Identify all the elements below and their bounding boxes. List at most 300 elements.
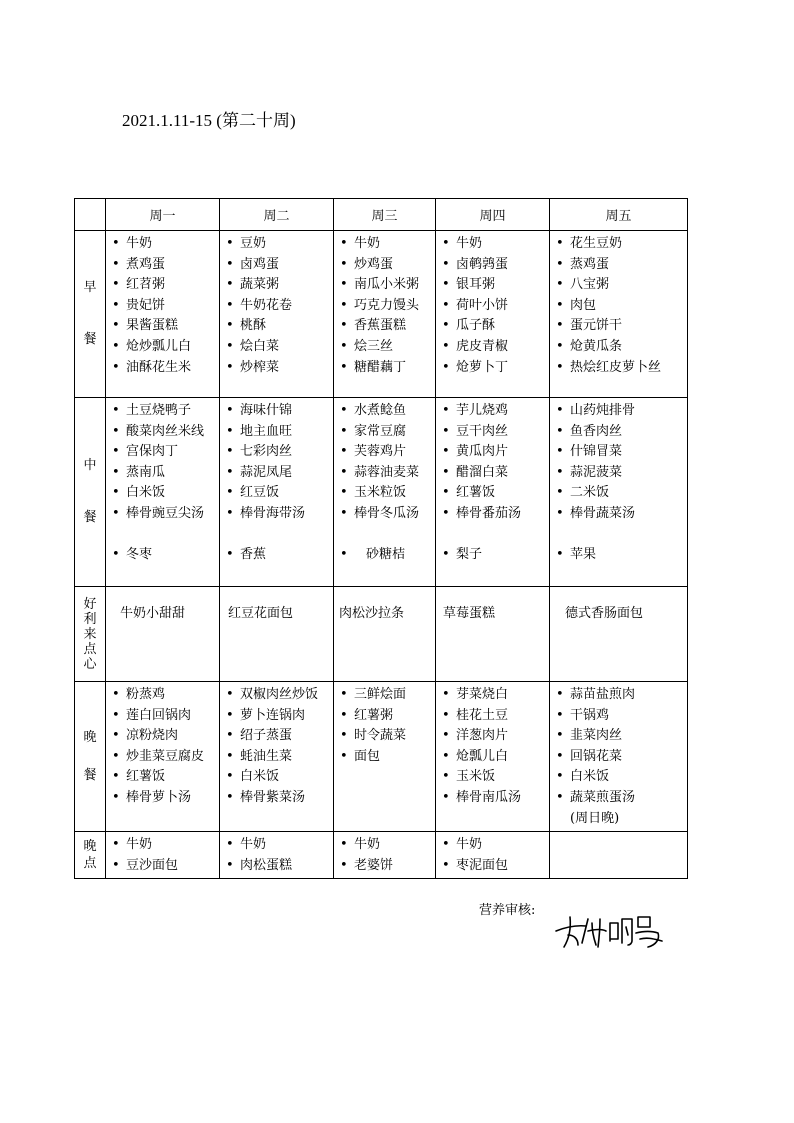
menu-item-text: 蒜苗盐煎肉 — [570, 687, 636, 702]
menu-item — [442, 463, 549, 484]
bullet-icon: • — [340, 857, 348, 873]
menu-item — [226, 296, 333, 317]
menu-item-text: 棒骨豌豆尖汤 — [126, 505, 205, 521]
bullet-icon: • — [442, 505, 450, 521]
menu-item — [442, 422, 549, 443]
bullet-icon: • — [340, 707, 348, 723]
menu-item-text: 山药炖排骨 — [570, 403, 636, 418]
menu-item — [112, 856, 219, 877]
bullet-icon: • — [112, 769, 120, 785]
menu-item-text: 卤鸡蛋 — [240, 256, 280, 272]
menu-item-text: 地主血旺 — [240, 423, 293, 439]
menu-item — [340, 504, 435, 525]
menu-item-text: 南瓜小米粥 — [354, 277, 420, 293]
bullet-icon: • — [112, 505, 120, 521]
fruit-item: • 冬枣 — [112, 545, 219, 566]
menu-item — [226, 442, 333, 463]
snack-cell: 草莓蛋糕 — [436, 587, 550, 682]
night-snack-label: 晚 点 — [75, 832, 106, 879]
night-snack-row — [75, 832, 688, 879]
bullet-icon: • — [226, 256, 234, 272]
bullet-icon: • — [226, 728, 234, 744]
bullet-icon: • — [340, 403, 348, 418]
menu-item-text: 棒骨蔬菜汤 — [570, 505, 636, 521]
breakfast-cell — [334, 231, 436, 398]
bullet-icon: • — [340, 423, 348, 439]
day-header: 周一 — [106, 199, 220, 231]
menu-item — [556, 255, 687, 276]
bullet-icon: • — [226, 837, 234, 852]
bullet-icon: • — [112, 338, 120, 354]
menu-item-text: 七彩肉丝 — [240, 444, 293, 460]
breakfast-cell — [550, 231, 688, 398]
lunch-cell — [550, 398, 688, 587]
menu-item-text: 老婆饼 — [354, 857, 394, 873]
bullet-icon: • — [556, 687, 564, 702]
menu-item — [442, 483, 549, 504]
menu-item-text: 鱼香肉丝 — [570, 423, 623, 439]
menu-item — [556, 296, 687, 317]
menu-item-text: 糖醋藕丁 — [354, 359, 407, 375]
menu-item-text: 蒸鸡蛋 — [570, 256, 610, 272]
menu-item — [226, 422, 333, 443]
fruit-item: • 砂糖桔 — [340, 545, 435, 566]
menu-item-text: 牛奶花卷 — [240, 297, 293, 313]
bullet-icon: • — [340, 297, 348, 313]
menu-item-text: 蔬菜粥 — [240, 277, 280, 293]
menu-item — [442, 337, 549, 358]
night-snack-cell — [334, 832, 436, 879]
menu-item — [442, 401, 549, 422]
menu-item — [556, 401, 687, 422]
menu-item-text: 热烩红皮萝卜丝 — [570, 359, 662, 375]
menu-item-text: 棒骨南瓜汤 — [456, 789, 522, 805]
menu-item — [442, 835, 549, 856]
bullet-icon: • — [340, 505, 348, 521]
bullet-icon: • — [340, 485, 348, 501]
bullet-icon: • — [442, 748, 450, 764]
bullet-icon: • — [112, 728, 120, 744]
menu-item — [340, 706, 435, 727]
menu-item — [112, 483, 219, 504]
bullet-icon: • — [556, 423, 564, 439]
bullet-icon: • — [112, 256, 120, 272]
menu-item-text: 蚝油生菜 — [240, 748, 293, 764]
fruit-item: • 苹果 — [556, 545, 687, 566]
menu-item-text: 果酱蛋糕 — [126, 318, 179, 334]
bullet-icon: • — [226, 423, 234, 439]
menu-item — [556, 767, 687, 788]
bullet-icon: • — [340, 256, 348, 272]
bullet-icon: • — [112, 403, 120, 418]
breakfast-cell — [220, 231, 334, 398]
menu-item-text: 棒骨冬瓜汤 — [354, 505, 420, 521]
bullet-icon: • — [112, 857, 120, 873]
bullet-icon: • — [226, 547, 234, 563]
bullet-icon: • — [556, 464, 564, 480]
menu-item-text: 芽菜烧白 — [456, 687, 509, 702]
bullet-icon: • — [226, 297, 234, 313]
page-title: 2021.1.11-15 (第二十周) — [122, 111, 296, 130]
menu-item-text: 二米饭 — [570, 485, 610, 501]
menu-item — [556, 706, 687, 727]
menu-item — [340, 255, 435, 276]
bullet-icon: • — [112, 837, 120, 852]
menu-item — [340, 234, 435, 255]
day-header: 周四 — [436, 199, 550, 231]
menu-item-text: 红薯粥 — [354, 707, 394, 723]
menu-item-text: 蔬菜煎蛋汤 — [570, 789, 636, 805]
menu-item-text: 土豆烧鸭子 — [126, 403, 192, 418]
menu-item-text: 巧克力馒头 — [354, 297, 420, 313]
menu-item — [112, 255, 219, 276]
bullet-icon: • — [226, 403, 234, 418]
menu-item — [340, 401, 435, 422]
bullet-icon: • — [226, 464, 234, 480]
menu-item — [226, 463, 333, 484]
menu-item-text: 花生豆奶 — [570, 236, 623, 251]
menu-item-text: 牛奶 — [240, 837, 267, 852]
bullet-icon: • — [226, 277, 234, 293]
fruit-item: • 梨子 — [442, 545, 549, 566]
bullet-icon: • — [112, 318, 120, 334]
menu-item-text: 贵妃饼 — [126, 297, 166, 313]
bullet-icon: • — [340, 444, 348, 460]
menu-item — [442, 234, 549, 255]
menu-item — [442, 316, 549, 337]
lunch-label: 中 餐 — [75, 398, 106, 587]
night-snack-cell — [220, 832, 334, 879]
nutrition-review-label: 营养审核: — [479, 903, 536, 918]
breakfast-cell — [436, 231, 550, 398]
menu-item — [112, 685, 219, 706]
bullet-icon: • — [226, 857, 234, 873]
menu-item — [226, 747, 333, 768]
menu-item-text: 牛奶 — [126, 837, 153, 852]
menu-item — [226, 726, 333, 747]
day-header: 周五 — [550, 199, 688, 231]
menu-item — [340, 422, 435, 443]
bullet-icon: • — [112, 464, 120, 480]
bullet-icon: • — [442, 485, 450, 501]
bullet-icon: • — [442, 297, 450, 313]
menu-item — [340, 856, 435, 877]
night-snack-cell — [436, 832, 550, 879]
menu-item-text: 棒骨番茄汤 — [456, 505, 522, 521]
menu-item-text: 芋儿烧鸡 — [456, 403, 509, 418]
bullet-icon: • — [556, 728, 564, 744]
menu-item-text: 红苕粥 — [126, 277, 166, 293]
menu-item-text: 棒骨萝卜汤 — [126, 789, 192, 805]
menu-item — [226, 255, 333, 276]
menu-item — [556, 442, 687, 463]
bullet-icon: • — [442, 423, 450, 439]
menu-item — [112, 835, 219, 856]
menu-item-text: 醋溜白菜 — [456, 464, 509, 480]
bullet-icon: • — [556, 256, 564, 272]
dinner-cell — [334, 682, 436, 832]
snack-label: 好 利 来 点 心 — [75, 587, 106, 682]
menu-item — [112, 422, 219, 443]
night-snack-cell — [550, 832, 688, 879]
bullet-icon: • — [226, 789, 234, 805]
bullet-icon: • — [340, 464, 348, 480]
menu-item — [226, 504, 333, 525]
breakfast-label: 早 餐 — [75, 231, 106, 398]
bullet-icon: • — [556, 444, 564, 460]
menu-item-text: 莲白回锅肉 — [126, 707, 192, 723]
menu-item — [340, 747, 435, 768]
menu-item — [556, 316, 687, 337]
menu-item-text: 粉蒸鸡 — [126, 687, 166, 702]
menu-item — [442, 296, 549, 317]
menu-item — [556, 337, 687, 358]
menu-item — [226, 275, 333, 296]
menu-item — [112, 788, 219, 809]
menu-item-text: 八宝粥 — [570, 277, 610, 293]
bullet-icon: • — [112, 444, 120, 460]
bullet-icon: • — [226, 444, 234, 460]
dinner-label: 晚 餐 — [75, 682, 106, 832]
bullet-icon: • — [442, 444, 450, 460]
bullet-icon: • — [340, 338, 348, 354]
bullet-icon: • — [226, 338, 234, 354]
menu-item-text: 虎皮青椒 — [456, 338, 509, 354]
menu-item-text: 水煮鲶鱼 — [354, 403, 407, 418]
menu-item — [226, 767, 333, 788]
menu-item-text: 玉米饭 — [456, 769, 496, 785]
menu-item-text: 烩白菜 — [240, 338, 280, 354]
menu-item — [112, 726, 219, 747]
menu-item-text: 桂花土豆 — [456, 707, 509, 723]
menu-item-text: 烩三丝 — [354, 338, 394, 354]
day-header: 周二 — [220, 199, 334, 231]
lunch-row — [75, 398, 688, 587]
handwritten-signature — [552, 905, 668, 953]
menu-item — [340, 835, 435, 856]
bullet-icon: • — [112, 236, 120, 251]
spacer — [226, 525, 333, 546]
bullet-icon: • — [442, 837, 450, 852]
lunch-cell — [220, 398, 334, 587]
bullet-icon: • — [442, 318, 450, 334]
menu-item-text: 豆干肉丝 — [456, 423, 509, 439]
menu-item — [340, 463, 435, 484]
menu-item — [556, 504, 687, 525]
bullet-icon: • — [556, 338, 564, 354]
bullet-icon: • — [226, 769, 234, 785]
bullet-icon: • — [112, 423, 120, 439]
menu-item-text: 棒骨海带汤 — [240, 505, 306, 521]
menu-item — [112, 316, 219, 337]
menu-item — [112, 296, 219, 317]
menu-item — [340, 358, 435, 379]
menu-item — [112, 275, 219, 296]
lunch-cell — [436, 398, 550, 587]
menu-item-text: 炒鸡蛋 — [354, 256, 394, 272]
menu-item — [556, 747, 687, 768]
menu-item — [112, 747, 219, 768]
bullet-icon: • — [556, 359, 564, 375]
menu-table — [74, 198, 688, 879]
bullet-icon: • — [442, 359, 450, 375]
menu-item — [556, 726, 687, 747]
bullet-icon: • — [556, 748, 564, 764]
menu-item — [442, 442, 549, 463]
menu-item-text: 蒜泥凤尾 — [240, 464, 293, 480]
menu-item-text: 炝黄瓜条 — [570, 338, 623, 354]
menu-item-text: 家常豆腐 — [354, 423, 407, 439]
bullet-icon: • — [112, 485, 120, 501]
menu-item-text: 炝萝卜丁 — [456, 359, 509, 375]
spacer — [340, 525, 435, 546]
menu-item — [112, 706, 219, 727]
menu-item — [556, 234, 687, 255]
dinner-row — [75, 682, 688, 832]
menu-item — [556, 685, 687, 706]
snack-row — [75, 587, 688, 682]
menu-item — [226, 685, 333, 706]
menu-item — [340, 337, 435, 358]
bullet-icon: • — [226, 707, 234, 723]
menu-item-text: 枣泥面包 — [456, 857, 509, 873]
menu-item-text: 面包 — [354, 748, 381, 764]
bullet-icon: • — [442, 769, 450, 785]
menu-item — [112, 463, 219, 484]
bullet-icon: • — [556, 236, 564, 251]
menu-item-text: 玉米粒饭 — [354, 485, 407, 501]
bullet-icon: • — [556, 485, 564, 501]
menu-item-text: 红薯饭 — [126, 769, 166, 785]
menu-item — [442, 685, 549, 706]
menu-item-text: 红豆饭 — [240, 485, 280, 501]
menu-item-text: 韭菜肉丝 — [570, 728, 623, 744]
bullet-icon: • — [340, 318, 348, 334]
menu-item-text: 银耳粥 — [456, 277, 496, 293]
bullet-icon: • — [442, 789, 450, 805]
menu-item-text: 桃酥 — [240, 318, 267, 334]
menu-item-text: 白米饭 — [126, 485, 166, 501]
menu-item-text: 绍子蒸蛋 — [240, 728, 293, 744]
menu-item — [340, 316, 435, 337]
menu-item — [442, 358, 549, 379]
bullet-icon: • — [226, 748, 234, 764]
menu-item-text: 牛奶 — [126, 236, 153, 251]
menu-item-text: 荷叶小饼 — [456, 297, 509, 313]
bullet-icon: • — [556, 707, 564, 723]
menu-item-text: 芙蓉鸡片 — [354, 444, 407, 460]
bullet-icon: • — [556, 769, 564, 785]
menu-item — [340, 726, 435, 747]
menu-item — [442, 706, 549, 727]
bullet-icon: • — [226, 485, 234, 501]
menu-item-text: 干锅鸡 — [570, 707, 610, 723]
bullet-icon: • — [340, 748, 348, 764]
menu-item — [226, 358, 333, 379]
menu-item-text: 炝瓢儿白 — [456, 748, 509, 764]
menu-item-text: 回锅花菜 — [570, 748, 623, 764]
menu-item — [226, 234, 333, 255]
menu-item — [226, 788, 333, 809]
menu-item-text: 蒜蓉油麦菜 — [354, 464, 420, 480]
bullet-icon: • — [226, 318, 234, 334]
menu-item-text: 肉包 — [570, 297, 597, 313]
menu-item-text: 瓜子酥 — [456, 318, 496, 334]
menu-item — [442, 504, 549, 525]
bullet-icon: • — [556, 318, 564, 334]
dinner-cell — [106, 682, 220, 832]
bullet-icon: • — [442, 277, 450, 293]
menu-item-text: 蒜泥菠菜 — [570, 464, 623, 480]
snack-cell: 红豆花面包 — [220, 587, 334, 682]
menu-item — [556, 422, 687, 443]
bullet-icon: • — [112, 748, 120, 764]
menu-item — [112, 337, 219, 358]
menu-item-text: 白米饭 — [570, 769, 610, 785]
bullet-icon: • — [556, 505, 564, 521]
menu-item-text: 豆奶 — [240, 236, 267, 251]
bullet-icon: • — [442, 707, 450, 723]
bullet-icon: • — [442, 728, 450, 744]
bullet-icon: • — [112, 687, 120, 702]
bullet-icon: • — [226, 505, 234, 521]
bullet-icon: • — [340, 687, 348, 702]
menu-item-text: 海味什锦 — [240, 403, 293, 418]
bullet-icon: • — [442, 687, 450, 702]
bullet-icon: • — [112, 297, 120, 313]
menu-item — [442, 726, 549, 747]
menu-item — [340, 275, 435, 296]
menu-item — [340, 442, 435, 463]
bullet-icon: • — [226, 236, 234, 251]
snack-cell: 德式香肠面包 — [550, 587, 688, 682]
bullet-icon: • — [442, 403, 450, 418]
snack-cell: 牛奶小甜甜 — [106, 587, 220, 682]
menu-item — [556, 483, 687, 504]
menu-item — [112, 401, 219, 422]
spacer — [112, 525, 219, 546]
menu-item-text: 萝卜连锅肉 — [240, 707, 306, 723]
fruit-item: • 香蕉 — [226, 545, 333, 566]
bullet-icon: • — [112, 277, 120, 293]
menu-item-text: 油酥花生米 — [126, 359, 192, 375]
dinner-cell — [550, 682, 688, 832]
menu-item — [226, 483, 333, 504]
night-snack-cell — [106, 832, 220, 879]
menu-item — [112, 442, 219, 463]
bullet-icon: • — [556, 403, 564, 418]
menu-item-text: 宫保肉丁 — [126, 444, 179, 460]
menu-item — [226, 337, 333, 358]
lunch-cell — [334, 398, 436, 587]
menu-item — [112, 234, 219, 255]
menu-item-text: 双椒肉丝炒饭 — [240, 687, 319, 702]
menu-item — [226, 401, 333, 422]
lunch-cell — [106, 398, 220, 587]
menu-item — [442, 856, 549, 877]
menu-item-text: 黄瓜肉片 — [456, 444, 509, 460]
menu-item — [112, 358, 219, 379]
menu-item-text: 炒韭菜豆腐皮 — [126, 748, 205, 764]
bullet-icon: • — [442, 236, 450, 251]
menu-item-text: 豆沙面包 — [126, 857, 179, 873]
menu-item — [442, 255, 549, 276]
bullet-icon: • — [340, 359, 348, 375]
menu-item — [556, 788, 687, 809]
menu-item-text: 牛奶 — [456, 837, 483, 852]
bullet-icon: • — [340, 236, 348, 251]
menu-item — [226, 316, 333, 337]
